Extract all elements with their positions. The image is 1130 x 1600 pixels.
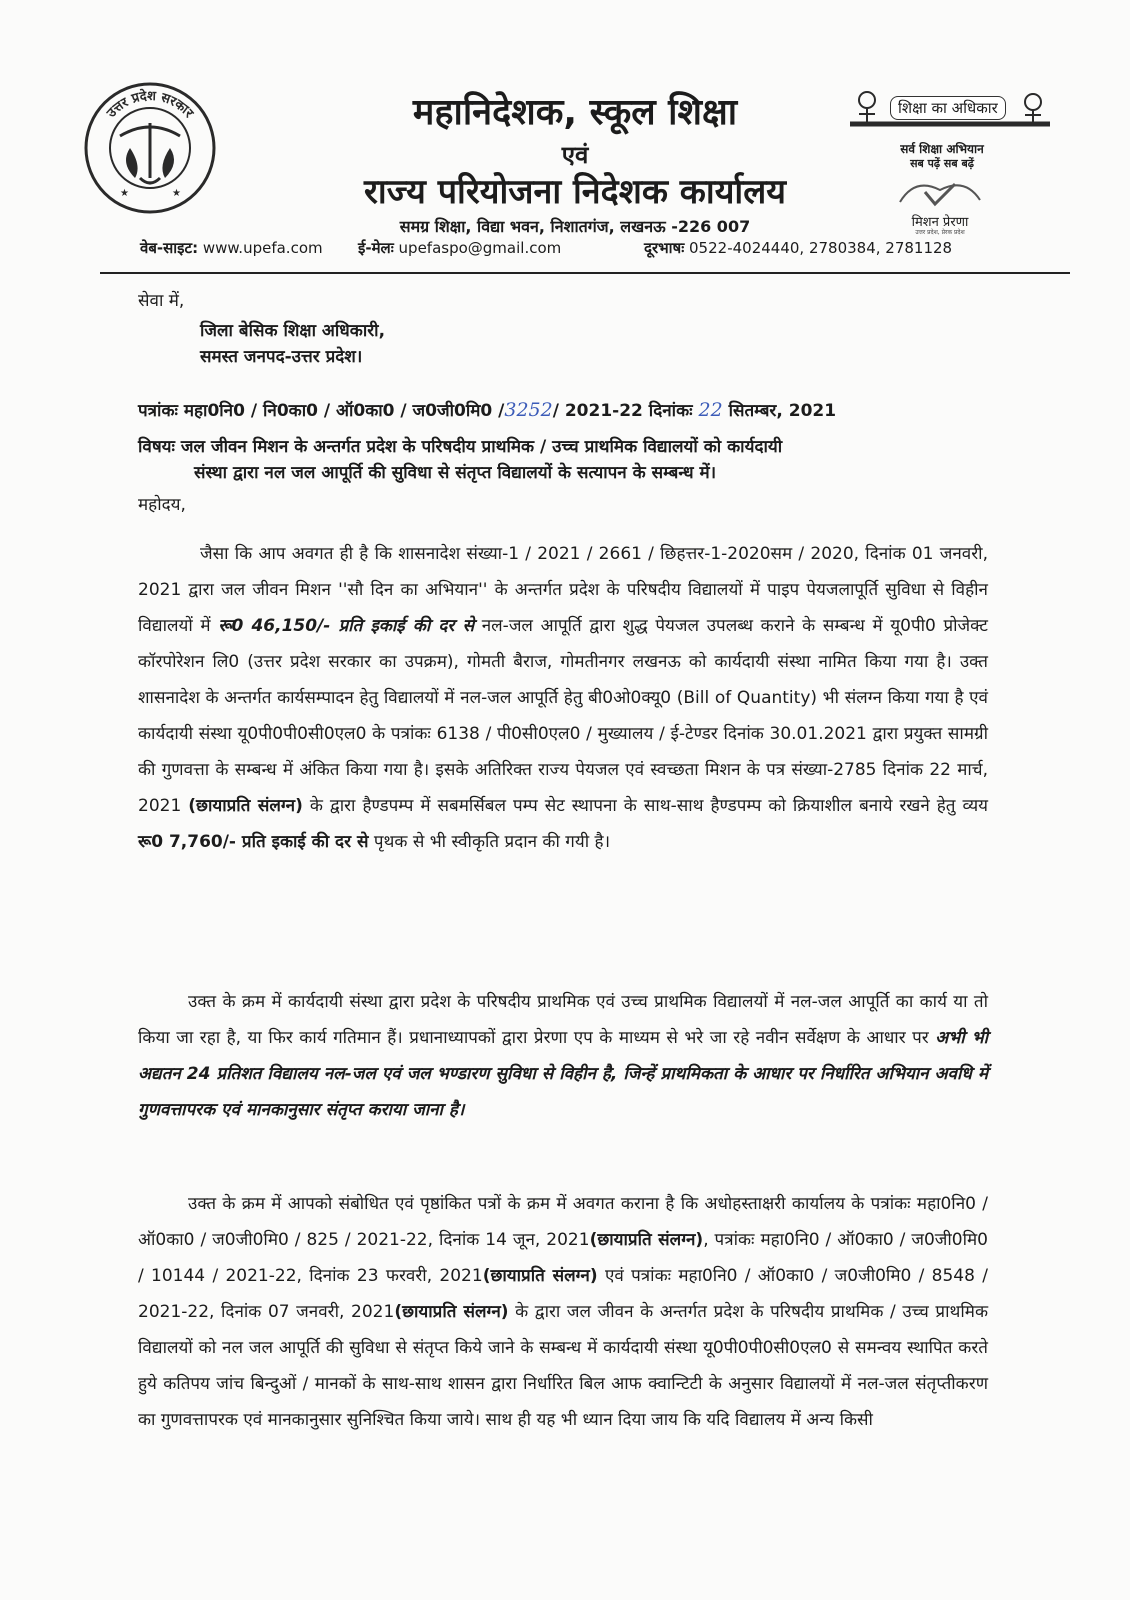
phone-label: दूरभाषः: [644, 239, 685, 257]
p1-text-c: के द्वारा हैण्डपम्प में सबमर्सिबल पम्प सेट स्थापना के साथ-साथ हैण्डपम्प को क्रियाशील बनाये रखने हेतु व्यय: [302, 796, 988, 816]
p1-text-b: नल-जल आपूर्ति द्वारा शुद्ध पेयजल उपलब्ध कराने के सम्बन्ध में यू0पी0 प्रोजेक्ट कॉरपोरेशन लि0 (उत्तर प्रदेश सरकार का उपक्रम), गोमती बैराज, गोमतीनगर लखनऊ को कार्यदायी संस्था नामित किया गया है। उक्त शासनादेश के अन्तर्गत कार्यसम्पादन हेतु विद्यालयों में नल-जल आपूर्ति हेतु बी0ओ0क्यू0 (Bill of Quantity) भी संलग्न किया गया है एवं कार्यदायी संस्था यू0पी0पी0सी0एल0 के पत्रांकः 6138 / पी0सी0एल0 / मुख्यालय / ई-टेण्डर दिनांक 30.01.2021 द्वारा प्रयुक्त सामग्री की गुणवत्ता के सम्बन्ध में अंकित किया गया है। इसके अतिरिक्त राज्य पेयजल एवं स्वच्छता मिशन के पत्र संख्या-2785 दिनांक 22 मार्च, 2021: [138, 616, 989, 816]
p3-attachment-3: (छायाप्रति संलग्न): [394, 1302, 509, 1322]
p1-text-d: पृथक से भी स्वीकृति प्रदान की गयी है।: [368, 832, 611, 852]
paragraph-3: [138, 1186, 988, 1438]
website-label: वेब-साइट:: [140, 239, 199, 257]
date-rest: सितम्बर, 2021: [728, 401, 837, 421]
addressee-line1: जिला बेसिक शिक्षा अधिकारी,: [200, 321, 386, 341]
p1-rate-1: रू0 46,150/- प्रति इकाई की दर से: [218, 616, 475, 636]
ssa-line1: सर्व शिक्षा अभियान: [900, 142, 984, 156]
reference-year: / 2021-22: [552, 401, 643, 421]
date-label: दिनांकः: [648, 401, 693, 421]
svg-text:★: ★: [172, 188, 181, 199]
emblem-text: उत्तर प्रदेश सरकार: [104, 88, 196, 121]
p2-emphasis: अभी भी अद्यतन 24 प्रतिशत विद्यालय नल-जल एवं जल भण्डारण सुविधा से विहीन है, जिन्हें प्राथमिकता के आधार पर निर्धारित अभियान अवधि में गुणवत्तापरक एवं मानकानुसार संतृप्त कराया जाना है।: [138, 1028, 988, 1120]
p3-text-d: के द्वारा जल जीवन के अन्तर्गत प्रदेश के परिषदीय प्राथमिक / उच्च प्राथमिक विद्यालयों को नल जल आपूर्ति की सुविधा से संतृप्त किये जाने के सम्बन्ध में कार्यदायी संस्था यू0पी0पी0सी0एल0 से समन्वय स्थापित करते हुये कतिपय जांच बिन्दुओं / मानकों के साथ-साथ शासन द्वारा निर्धारित बिल आफ क्वान्टिटी के अनुसार विद्यालयों में नल-जल संतृप्तीकरण का गुणवत्तापरक एवं मानकानुसार सुनिश्चित किया जाये। साथ ही यह भी ध्यान दिया जाय कि यदि विद्यालय में अन्य किसी: [138, 1302, 988, 1430]
office-title-line1: महानिदेशक, स्कूल शिक्षा: [412, 92, 738, 133]
office-title-conjunction: एवं: [561, 141, 589, 169]
p2-text: उक्त के क्रम में कार्यदायी संस्था द्वारा प्रदेश के परिषदीय प्राथमिक एवं उच्च प्राथमिक विद्यालयों में नल-जल आपूर्ति का कार्य या तो किया जा रहा है, या फिर कार्य गतिमान हैं। प्रधानाध्यापकों द्वारा प्रेरणा एप के माध्यम से भरे जा रहे नवीन सर्वेक्षण के आधार पर: [138, 992, 988, 1048]
ssa-line2: सब पढ़ें सब बढ़ें: [910, 157, 974, 170]
email-label: ई-मेलः: [358, 239, 394, 257]
subject-text-line2: संस्था द्वारा नल जल आपूर्ति की सुविधा से संतृप्त विद्यालयों के सत्यापन के सम्बन्ध में।: [194, 463, 717, 483]
mission-prerna-text: मिशन प्रेरणा: [911, 215, 969, 230]
paragraph-1: [138, 536, 988, 860]
p3-attachment-1: (छायाप्रति संलग्न): [589, 1230, 704, 1250]
office-address: समग्र शिक्षा, विद्या भवन, निशातगंज, लखनऊ -226 007: [399, 217, 751, 236]
email-group: [358, 238, 561, 258]
state-emblem-icon: [80, 78, 220, 218]
subject-label: विषयः: [138, 437, 175, 457]
rte-logo-text: शिक्षा का अधिकार: [890, 96, 1006, 120]
p3-text-b: , पत्रांकः महा0नि0 / ऑ0का0 / ज0जी0मि0 / 10144 / 2021-22, दिनांक 23 फरवरी, 2021: [138, 1230, 988, 1286]
subject-text-line1: जल जीवन मिशन के अन्तर्गत प्रदेश के परिषदीय प्राथमिक / उच्च प्राथमिक विद्यालयों को कार्यदायी: [180, 437, 783, 457]
email-link[interactable]: upefaspo@gmail.com: [398, 239, 562, 257]
website-link[interactable]: www.upefa.com: [202, 239, 323, 257]
mission-prerna-logo-icon: [895, 172, 985, 212]
p3-text-c: एवं पत्रांकः महा0नि0 / ऑ0का0 / ज0जी0मि0 / 8548 / 2021-22, दिनांक 07 जनवरी, 2021: [138, 1266, 988, 1322]
phone-group: [644, 238, 952, 258]
subject-line1: [138, 434, 782, 457]
handwritten-date-day: 22: [698, 399, 723, 421]
p1-rate-2: रू0 7,760/- प्रति इकाई की दर से: [138, 832, 369, 852]
salutation-to: सेवा में,: [138, 291, 185, 311]
mission-prerna-subtext: उत्तर प्रदेश, प्रेरक प्रदेश: [915, 229, 965, 236]
phone-numbers: 0522-4024440, 2780384, 2781128: [689, 239, 953, 257]
p1-attachment: (छायाप्रति संलग्न): [188, 796, 303, 816]
addressee-line2: समस्त जनपद-उत्तर प्रदेश।: [200, 347, 363, 367]
greeting: महोदय,: [138, 495, 186, 515]
p3-attachment-2: (छायाप्रति संलग्न): [482, 1266, 598, 1286]
contact-row: [140, 238, 980, 258]
svg-text:★: ★: [120, 188, 129, 199]
office-title-line2: राज्य परियोजना निदेशक कार्यालय: [363, 172, 787, 212]
paragraph-2: [138, 984, 988, 1128]
p1-text-a: जैसा कि आप अवगत ही है कि शासनादेश संख्या-1 / 2021 / 2661 / छिहत्तर-1-2020सम / 2020, दिनांक 01 जनवरी, 2021 द्वारा जल जीवन मिशन ''सौ दिन का अभियान'' के अन्तर्गत प्रदेश के परिषदीय विद्यालयों में पाइप पेयजलापूर्ति सुविधा से विहीन विद्यालयों में: [138, 544, 988, 636]
letterhead-divider: [100, 272, 1070, 274]
website-group: [140, 239, 323, 257]
reference-line: [138, 398, 836, 421]
reference-prefix: पत्रांकः महा0नि0 / नि0का0 / ऑ0का0 / ज0जी0मि0 /: [138, 401, 505, 421]
p3-text-a: उक्त के क्रम में आपको संबोधित एवं पृष्ठांकित पत्रों के क्रम में अवगत कराना है कि अधोहस्ताक्षरी कार्यालय के पत्रांकः महा0नि0 / ऑ0का0 / ज0जी0मि0 / 825 / 2021-22, दिनांक 14 जून, 2021: [138, 1194, 988, 1250]
handwritten-letter-number: 3252: [504, 399, 553, 421]
